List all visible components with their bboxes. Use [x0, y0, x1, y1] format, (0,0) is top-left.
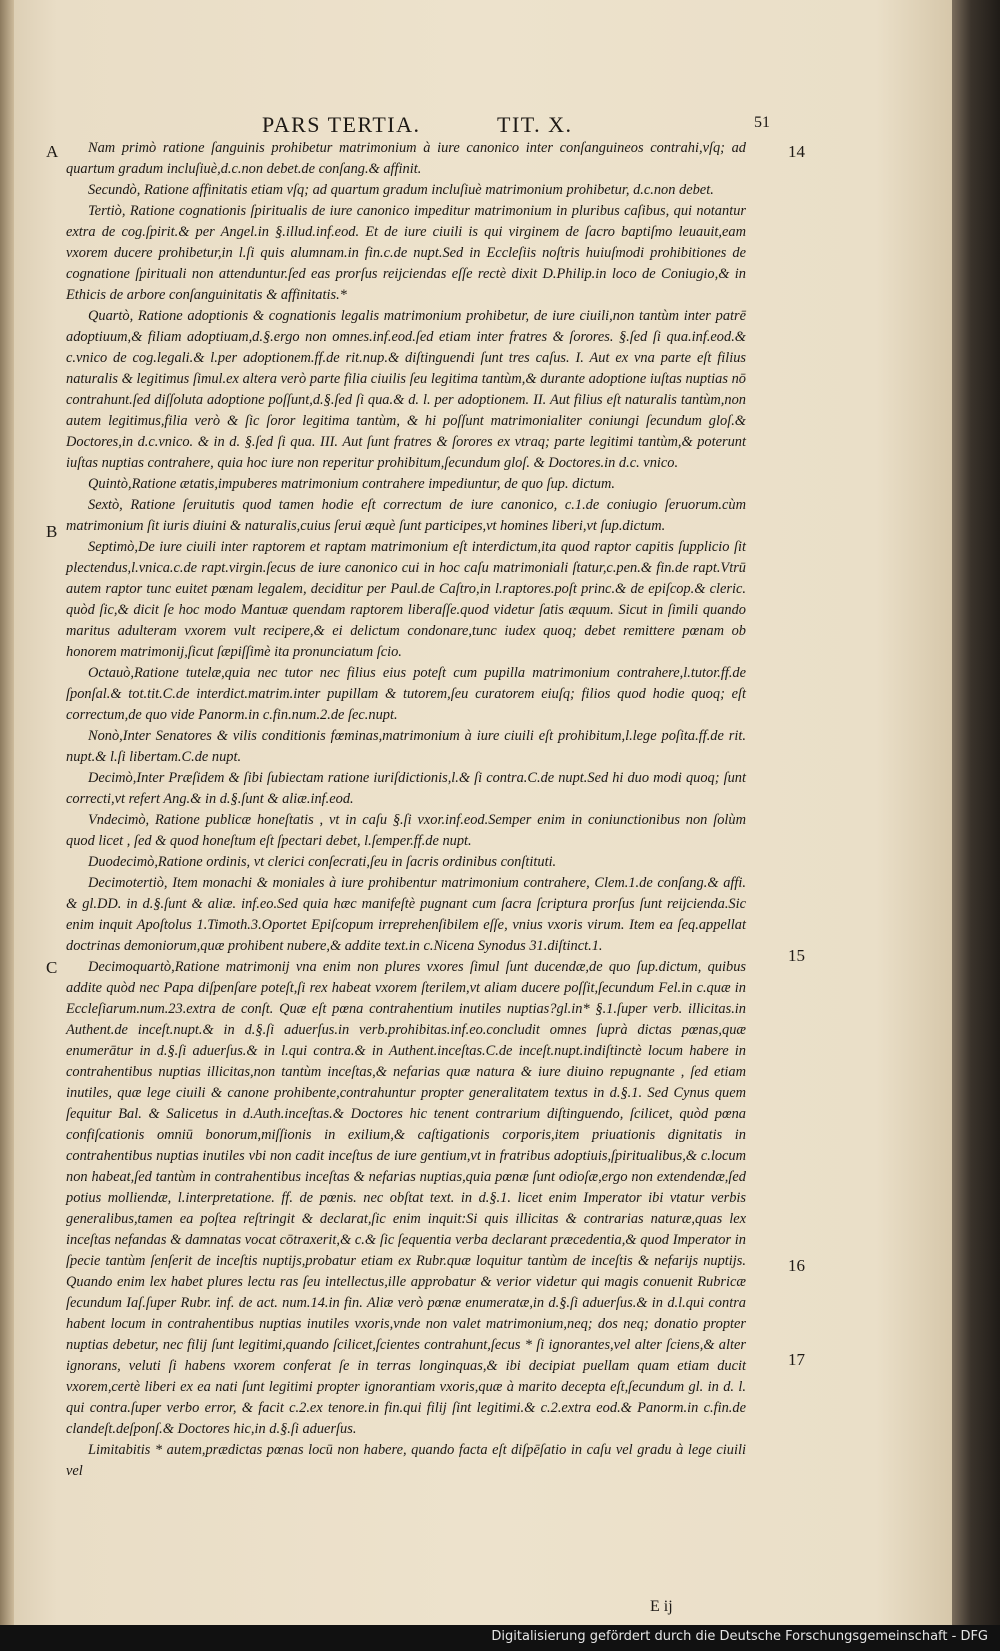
paragraph: Duodecimò,Ratione ordinis, vt clerici conſecrati,ſeu in ſacris ordinibus conſtituti. [88, 854, 557, 870]
footer-bar [0, 1625, 1000, 1651]
paragraph: Quartò, Ratione adoptionis & cognationis legalis matrimonium prohibetur, de iure ciuili,non tantùm inter patrē adoptiuum,& filiam adoptiuam,d.§.ergo non omnes.inf.eod.ſed etiam inter fratres & ſorores. §.ſed ſi qua.inf.eod.& c.vnico de cog.legali.& l.per adoptionem.ff.de rit.nup.& diſtinguendi ſunt tres caſus. I. Aut ex vna parte eſt filius naturalis & legitimus ſimul.ex altera verò parte filia ciuilis ſeu legitima tantùm,& durante adoptione iuſtas nuptias nō contrahunt.ſed diſſoluta adoptione poſſunt,d.§.ſed ſi qua.& d. l. per adoptionem. II. Aut filius eſt naturalis tantùm,non autem legitimus,filia verò & ſic ſoror legitima tantùm, & hi poſſunt matrimonialiter coniungi ſecundum gloſ.& Doctores,in d.c.vnico. & in d. §.ſed ſi qua. III. Aut ſunt fratres & ſorores ex vtraq; parte legitimi tantùm,& poterunt iuſtas nuptias contrahere, quia hoc iure non reperitur prohibitum,ſecundum gloſ. & Doctores.in d.c. vnico. [66, 308, 746, 471]
paragraph: Vndecimò, Ratione publicæ honeſtatis , vt in caſu §.ſi vxor.inf.eod.Semper enim in coniunctionibus non ſolùm quod licet , ſed & quod honeſtum eſt ſpectari debet, l.ſemper.ff.de nupt. [66, 812, 746, 849]
paragraph: Nonò,Inter Senatores & vilis conditionis fœminas,matrimonium à iure ciuili eſt prohibitum,l.lege poſita.ff.de rit. nupt.& l.ſi libertam.C.de nupt. [66, 728, 746, 765]
paragraph: Decimotertiò, Item monachi & moniales à iure prohibentur matrimonium contrahere, Clem.1.de conſang.& affi. & gl.DD. in d.§.ſunt & aliæ. inf.eo.Sed quia hæc manifeſtè pugnant cum ſacra ſcriptura prorſus ſunt reijcienda.Sic enim inquit Apoſtolus 1.Timoth.3.Oportet Epiſcopum irreprehenſibilem eſſe, vnius vxoris virum. Item ea ſeq.appellat doctrinas demoniorum,quæ prohibent nubere,& addite text.in c.Nicena Synodus 31.diſtinct.1. [66, 875, 746, 954]
paragraph: Decimoquartò,Ratione matrimonij vna enim non plures vxores ſimul ſunt ducendæ,de quo ſup.dictum, quibus addite quòd nec Papa diſpenſare poteſt,ſi rex habeat vxorem ſterilem,vt aliam ducere poſſit,ſecundum Fel.in c.quæ in Eccleſiarum.num.23.extra de conſt. Quæ eſt pœna contrahentium inutiles nuptias?gl.in* §.1.ſuper verb. illicitas.in Authent.de inceſt.nupt.& in d.§.ſi aduerſus.in verb.prohibitas.inf.eo.concludit omnes ſuprà dictas pœnas,quæ enumerātur in d.§.ſi aduerſus.& in l.qui contra.& in Authent.inceſtas.C.de inceſt.nupt.indiſtinctè locum habere in contrahentibus nuptias illicitas,non tantùm inceſtas,& nefarias quæ natura & iure diuino repugnante , ſed etiam inutiles, quæ lege ciuili & canone prohibente,contrahuntur propter generalitatem textus in d.§.1. Sed Cynus quem ſequitur Bal. & Salicetus in d.Auth.inceſtas.& Doctores hic tenent contrarium diſtinguendo, ſcilicet, quòd pœna confiſcationis omniū bonorum,miſſionis in exilium,& caſtigationis corporis,item priuationis dignitatis in contrahentibus nuptias inutiles vbi non cadit inceſtus de iure gentium,vt in fratribus adoptiuis,ſpiritualibus,& c.locum non habeat,ſed tantùm in contrahentibus inceſtas & nefarias nuptias,quia pœnæ ſunt odioſæ,ergo non extendendæ,ſed potius molliendæ, l.interpretatione. ff. de pœnis. nec obſtat text. in d.§.1. licet enim Imperator ibi vtatur verbis generalibus,tamen ea poſtea reſtringit & declarat,ſic enim inquit:Si quis illicitas & contrarias naturæ,quas lex inceſtas nefandas & damnatas vocat cōtraxerit,& c.& ſic ſequentia verba declarant præcedentia,& quod Imperator in ſpecie tantùm ſenſerit de inceſtis nuptijs,probatur etiam ex Rubr.quæ loquitur tantùm de inceſtis & nefarijs nuptijs. Quando enim lex habet plures lectu ras ſeu intellectus,ille approbatur & verior videtur qui magis conuenit Rubricæ ſecundum Iaſ.ſuper Rubr. inf. de act. num.14.in fin. Aliæ verò pœnæ enumeratæ,in d.§.ſi aduerſus.& in d.l.qui contra habent locum in contrahentibus nuptias inutiles vxoris,vnde non valet matrimonium,neq; dos neq; donatio propter nuptias debetur, nec filij ſunt legitimi,quando ſcilicet,ſcientes contrahunt,ſecus * ſi ignorantes,vel alter ſciens,& alter ignorans, veluti ſi habens vxorem conferat ſe in terras longinquas,& ibi decipiat puellam quam etiam ducit vxorem,certè liberi ex ea nati ſunt legitimi propter ignorantiam vxoris,quæ à marito decepta eſt,ſecundum gl. in d. l. qui contra.ſuper verbo error, & facit c.2.ex tenore.in fin.qui filij ſint legitimi.& c.2.extra eod.& Panorm.in c.fin.de clandeſt.deſponſ.& Doctores hic,in d.§.ſi aduerſus. [66, 959, 746, 1437]
paragraph: Nam primò ratione ſanguinis prohibetur matrimonium à iure canonico inter conſanguineos contrahi,vſq; ad quartum gradum incluſiuè,d.c.non debet.de conſang.& affinit. [66, 140, 746, 177]
margin-letter-a: A [46, 142, 59, 161]
footer-credit: Digitalisierung gefördert durch die Deutsche Forschungsgemeinschaft - DFG [491, 1629, 988, 1644]
page-gutter [0, 0, 14, 1625]
title-number: TIT. X. [497, 112, 573, 137]
margin-letter-c: C [46, 958, 58, 977]
running-title: PARS TERTIA. [262, 112, 421, 137]
paragraph: Octauò,Ratione tutelæ,quia nec tutor nec filius eius poteſt cum pupilla matrimonium contrahere,l.tutor.ff.de ſponſal.& tot.tit.C.de interdict.matrim.inter pupillam & tutorem,ſeu curatorem eiuſq; filios quod hodie quoq; eſt correctum,de quo vide Panorm.in c.fin.num.2.de ſec.nupt. [66, 665, 746, 723]
paragraph: Limitabitis * autem,prædictas pœnas locū non habere, quando facta eſt diſpēſatio in caſu vel gradu à lege ciuili vel [66, 1442, 746, 1479]
margin-number-15: 15 [788, 946, 805, 965]
book-edge [952, 0, 1000, 1625]
paragraph: Secundò, Ratione affinitatis etiam vſq; ad quartum gradum incluſiuè matrimonium prohibetur, d.c.non debet. [88, 182, 714, 198]
paragraph: Sextò, Ratione ſeruitutis quod tamen hodie eſt correctum de iure canonico, c.1.de coniugio ſeruorum.cùm matrimonium ſit iuris diuini & naturalis,cuius ſerui æquè ſunt participes,vt homines liberi,vt ſup.dictum. [66, 497, 746, 534]
margin-number-16: 16 [788, 1256, 805, 1275]
margin-number-14: 14 [788, 142, 805, 161]
signature-mark: E ij [650, 1598, 673, 1615]
paragraph: Quintò,Ratione ætatis,impuberes matrimonium contrahere impediuntur, de quo ſup. dictum. [88, 476, 615, 492]
body-text [66, 138, 746, 1482]
margin-letter-b: B [46, 522, 58, 541]
paragraph: Decimò,Inter Præſidem & ſibi ſubiectam ratione iuriſdictionis,l.& ſi contra.C.de nupt.Sed hi duo modi quoq; ſunt correcti,vt refert Ang.& in d.§.ſunt & aliæ.inf.eod. [66, 770, 746, 807]
paragraph: Septimò,De iure ciuili inter raptorem et raptam matrimonium eſt interdictum,ita quod raptor capitis ſupplicio ſit plectendus,l.vnica.c.de rapt.virgin.ſecus de iure canonico cui in hoc caſu matrimoniali ſtatur,c.pen.& fin.de rapt.Vtrū autem raptor tunc euitet pœnam legalem, deciditur per Paul.de Caſtro,in l.raptores.poſt princ.& de epiſcop.& cleric. quòd ſic,& dicit ſe hoc modo Mantuæ quendam raptorem liberaſſe.quod videtur ſatis æquum. Sicut in ſimili quando maritus adulteram vxorem vult recipere,& ei delictum condonare,tunc iudex quoq; debet remittere pœnam ob honorem matrimonij,ſicut ſæpiſſimè ita pronunciatum ſcio. [66, 539, 746, 660]
page-number: 51 [754, 114, 770, 131]
margin-number-17: 17 [788, 1350, 805, 1369]
paragraph: Tertiò, Ratione cognationis ſpiritualis de iure canonico impeditur matrimonium in pluribus caſibus, qui notantur extra de cog.ſpirit.& per Angel.in §.illud.inf.eod. Et de iure ciuili is qui virginem de ſacro baptiſmo leuauit,eam vxorem ducere prohibetur,in l.ſi quis alumnam.in fin.c.de nupt.Sed in Eccleſiis noſtris huiuſmodi prohibitiones de cognatione ſpirituali non attenduntur.ſed eas prorſus reijciendas eſſe rectè dixit D.Philip.in loco de Coniugio,& in Ethicis de arbore conſanguinitatis & affinitatis.* [66, 203, 746, 303]
